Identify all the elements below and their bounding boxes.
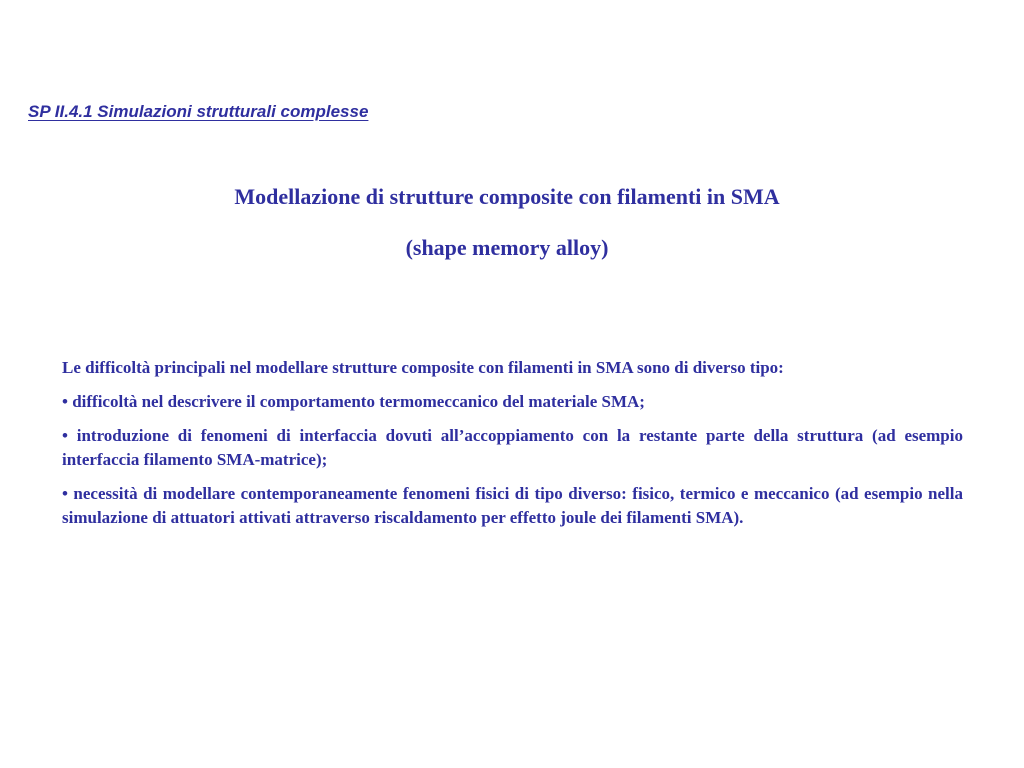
bullet-item: • difficoltà nel descrivere il comportamento termomeccanico del materiale SMA; <box>62 392 645 411</box>
bullet-item: • necessità di modellare contemporaneamente fenomeni fisici di tipo diverso: fisico, termico e meccanico (ad esempio nella simulazione di attuatori attivati attraverso riscaldamento per effetto joule dei filamenti SMA). <box>62 484 963 527</box>
section-title: SP II.4.1 Simulazioni strutturali complesse <box>28 102 369 121</box>
body-text <box>62 356 963 540</box>
bullet-item: • introduzione di fenomeni di interfaccia dovuti all’accoppiamento con la restante parte della struttura (ad esempio interfaccia filamento SMA-matrice); <box>62 426 963 469</box>
intro-paragraph: Le difficoltà principali nel modellare strutture composite con filamenti in SMA sono di diverso tipo: <box>62 358 784 377</box>
heading-line-1: Modellazione di strutture composite con filamenti in SMA <box>234 184 780 209</box>
heading-line-2: (shape memory alloy) <box>405 235 609 260</box>
main-heading <box>0 180 1014 265</box>
